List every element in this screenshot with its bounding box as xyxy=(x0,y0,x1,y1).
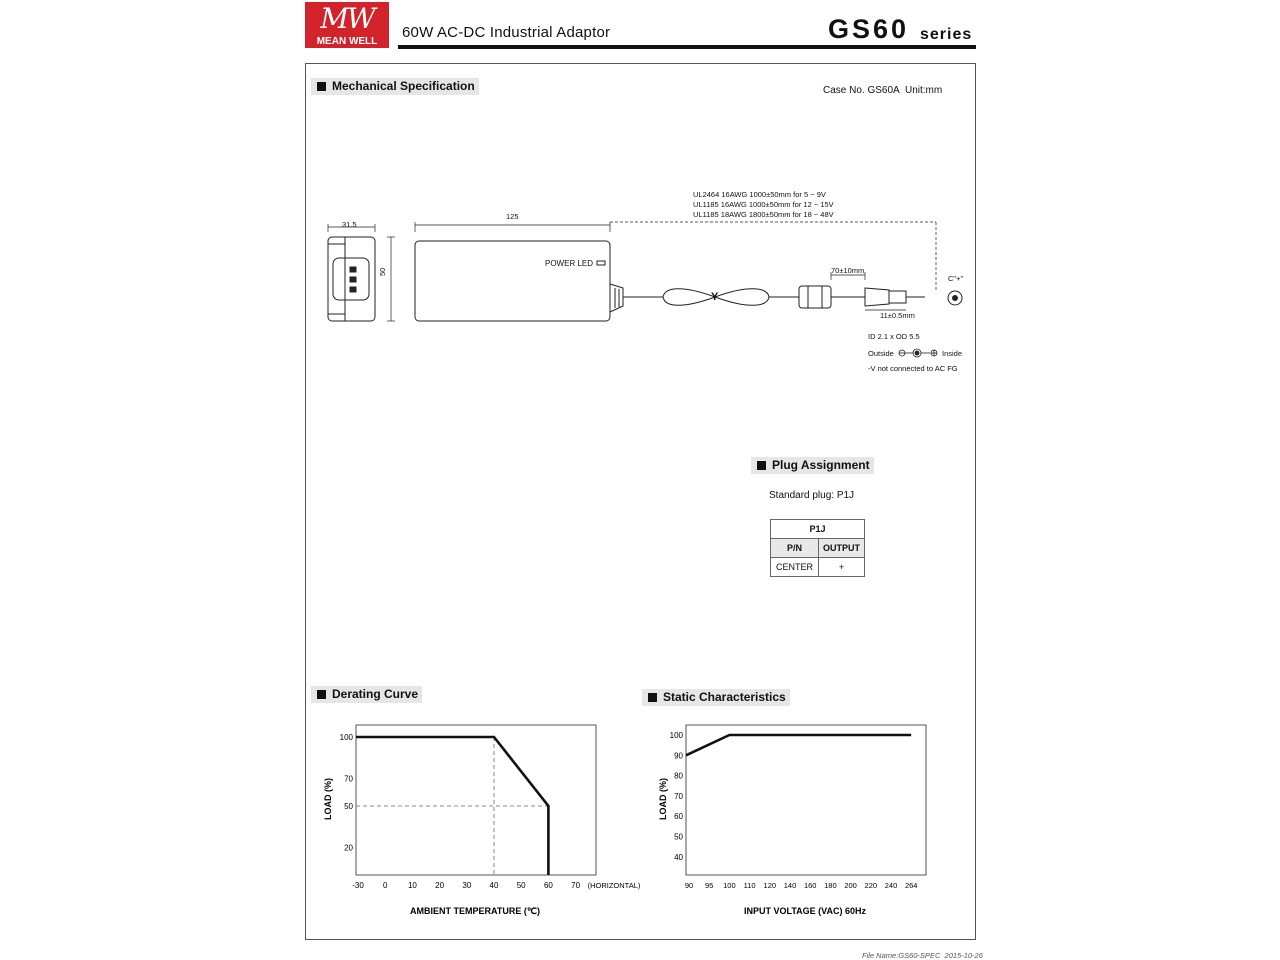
y-tick-label: 50 xyxy=(674,832,683,842)
polarity-mark: C"+" xyxy=(948,274,964,283)
plug-size: ID 2.1 x OD 5.5 xyxy=(868,332,920,341)
logo-text: MEAN WELL xyxy=(316,36,378,47)
x-axis-note: (HORIZONTAL) xyxy=(587,881,641,890)
dim-width: 31.5 xyxy=(342,220,357,229)
plug-table-title: P1J xyxy=(771,520,865,539)
unit-label: Unit:mm xyxy=(905,85,943,96)
x-tick-label: 0 xyxy=(382,881,388,890)
polarity-symbol-icon xyxy=(897,347,939,359)
footer xyxy=(862,951,983,960)
x-tick-label: 180 xyxy=(824,881,837,890)
x-axis-label: INPUT VOLTAGE (VAC) 60Hz xyxy=(743,906,867,916)
x-tick-label: 90 xyxy=(684,881,694,890)
y-axis-label: LOAD (%) xyxy=(658,778,668,820)
cable-spec-line: UL1185 18AWG 1800±50mm for 18 ~ 48V xyxy=(693,210,834,219)
x-tick-label: 220 xyxy=(864,881,878,890)
case-number: Case No. GS60A xyxy=(823,85,900,96)
dc-plug xyxy=(865,288,889,306)
y-tick-label: 70 xyxy=(344,774,353,784)
polarity-inside-label: Inside xyxy=(942,349,963,358)
heading-bullet-icon xyxy=(317,82,326,91)
cable-spec-line: UL1185 16AWG 1000±50mm for 12 ~ 15V xyxy=(693,200,834,209)
file-name: File Name:GS60-SPEC xyxy=(862,951,941,960)
plug-table-header: OUTPUT xyxy=(819,539,865,558)
heading-bullet-icon xyxy=(317,690,326,699)
table-cell: CENTER xyxy=(771,558,819,577)
x-axis-label: AMBIENT TEMPERATURE (℃) xyxy=(410,906,540,916)
x-tick-label: 160 xyxy=(803,881,817,890)
y-tick-label: 80 xyxy=(674,771,683,781)
x-tick-label: 95 xyxy=(705,881,714,890)
cable-spec-line: UL2464 16AWG 1000±50mm for 5 ~ 9V xyxy=(693,190,826,199)
y-tick-label: 60 xyxy=(674,812,683,822)
heading-bullet-icon xyxy=(757,461,766,470)
series-label: series xyxy=(920,26,973,43)
power-led-label: POWER LED xyxy=(545,259,594,268)
mechanical-drawing xyxy=(305,200,976,340)
x-tick-label: 30 xyxy=(462,881,472,890)
x-tick-label: 240 xyxy=(884,881,898,890)
x-tick-label: 110 xyxy=(743,881,756,890)
dim-plug-tip: 11±0.5mm xyxy=(880,311,915,320)
svg-text:Y: Y xyxy=(711,291,719,303)
x-tick-label: -30 xyxy=(352,881,364,890)
x-tick-label: 100 xyxy=(723,881,736,890)
x-tick-label: 120 xyxy=(763,881,777,890)
plot-frame xyxy=(686,725,926,875)
static-chart xyxy=(650,715,940,925)
plug-table-header: P/N xyxy=(771,539,819,558)
static-series-line xyxy=(686,735,911,755)
power-led-indicator xyxy=(597,261,605,265)
file-date: 2015-10-26 xyxy=(944,951,983,960)
x-tick-label: 140 xyxy=(783,881,797,890)
y-tick-label: 20 xyxy=(344,843,353,853)
table-row xyxy=(771,558,865,577)
standard-plug: Standard plug: P1J xyxy=(769,490,855,501)
static-characteristics-heading: Static Characteristics xyxy=(642,689,790,706)
y-tick-label: 70 xyxy=(674,791,683,801)
plug-table xyxy=(770,519,865,577)
plug-assignment-heading: Plug Assignment xyxy=(751,457,874,474)
x-tick-label: 50 xyxy=(516,881,526,890)
dim-length: 125 xyxy=(506,212,519,221)
y-tick-label: 90 xyxy=(674,751,683,761)
adapter-body-outline xyxy=(415,241,610,321)
mean-well-logo xyxy=(305,2,389,48)
header-rule xyxy=(398,45,976,49)
fg-note: -V not connected to AC FG xyxy=(868,364,958,373)
model-name: GS60 xyxy=(828,14,910,44)
heading-bullet-icon xyxy=(648,693,657,702)
x-tick-label: 20 xyxy=(435,881,445,890)
x-tick-label: 40 xyxy=(489,881,499,890)
x-tick-label: 70 xyxy=(571,881,581,890)
dim-height: 50 xyxy=(378,267,387,276)
x-tick-label: 10 xyxy=(407,881,417,890)
derating-chart xyxy=(310,715,645,925)
logo-mark: MW xyxy=(320,2,374,35)
y-axis-label: LOAD (%) xyxy=(323,778,333,820)
x-tick-label: 200 xyxy=(844,881,857,890)
y-tick-label: 100 xyxy=(669,731,683,740)
derating-curve-heading: Derating Curve xyxy=(311,686,422,703)
table-cell: + xyxy=(819,558,865,577)
y-tick-label: 40 xyxy=(674,852,683,862)
x-tick-label: 264 xyxy=(904,881,918,890)
x-tick-label: 60 xyxy=(543,881,553,890)
y-tick-label: 100 xyxy=(339,733,353,742)
ferrite-core xyxy=(799,286,831,308)
dim-plug-body: 70±10mm xyxy=(831,266,865,275)
polarity-outside-label: Outside xyxy=(868,349,894,358)
document-title: 60W AC-DC Industrial Adaptor xyxy=(402,24,611,41)
y-tick-label: 50 xyxy=(344,802,353,811)
mechanical-spec-heading: Mechanical Specification xyxy=(311,78,479,95)
plot-frame xyxy=(356,725,596,875)
